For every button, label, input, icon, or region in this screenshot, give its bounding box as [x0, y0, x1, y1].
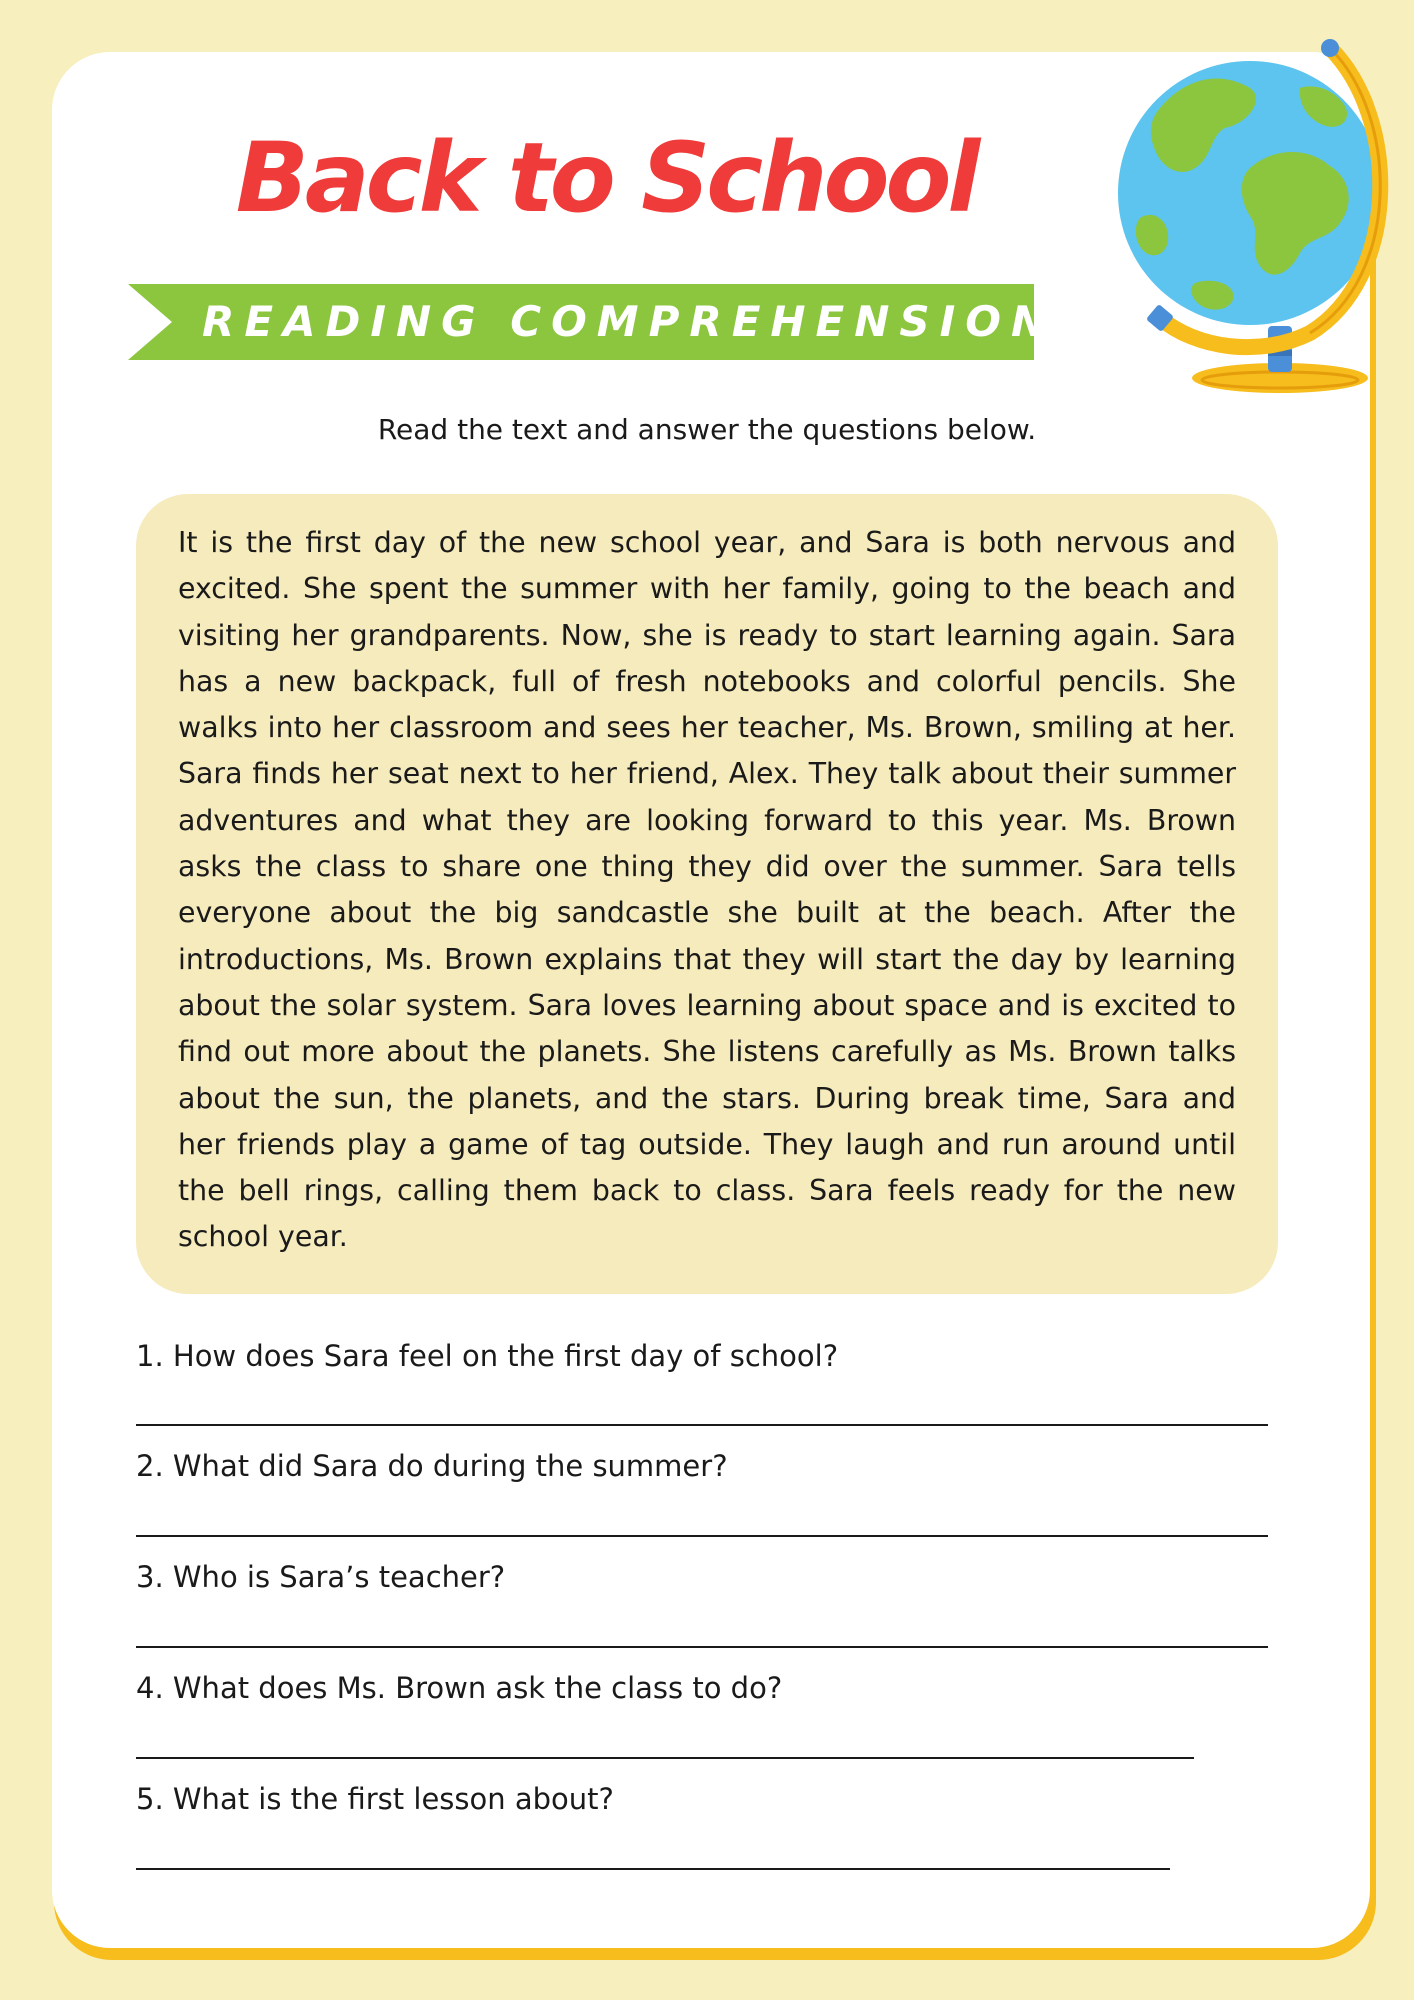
answer-line-1[interactable]	[136, 1424, 1268, 1426]
answer-line-5[interactable]	[136, 1868, 1170, 1870]
reading-passage: It is the first day of the new school year, and Sara is both nervous and excited. She spent the summer with her family, going to the beach and visiting her grandparents. Now, she is ready to start learning again. Sara has a new backpack, full of fresh notebooks and colorful pencils. She walks into her classroom and sees her teacher, Ms. Brown, smiling at her. Sara finds her seat next to her friend, Alex. They talk about their summer adventures and what they are looking forward to this year. Ms. Brown asks the class to share one thing they did over the summer. Sara tells everyone about the big sandcastle she built at the beach. After the introductions, Ms. Brown explains that they will start the day by learning about the solar system. Sara loves learning about space and is excited to find out more about the planets. She listens carefully as Ms. Brown talks about the sun, the planets, and the stars. During break time, Sara and her friends play a game of tag outside. They laugh and run around until the bell rings, calling them back to class. Sara feels ready for the new school year.	[178, 526, 1236, 1254]
question-1: 1. How does Sara feel on the first day of school?	[136, 1339, 839, 1373]
question-5: 5. What is the first lesson about?	[136, 1782, 614, 1816]
section-banner	[128, 284, 1057, 360]
question-2: 2. What did Sara do during the summer?	[136, 1449, 728, 1483]
answer-line-2[interactable]	[136, 1535, 1268, 1537]
answer-line-4[interactable]	[136, 1757, 1194, 1759]
question-4: 4. What does Ms. Brown ask the class to do?	[136, 1671, 783, 1705]
instructions-text: Read the text and answer the questions below.	[377, 413, 1037, 446]
question-3: 3. Who is Sara’s teacher?	[136, 1560, 506, 1594]
banner-label: READING COMPREHENSION	[202, 297, 1057, 346]
globe-icon	[1100, 28, 1390, 398]
page-title: Back to School	[235, 122, 977, 234]
passage-box	[136, 494, 1278, 1294]
answer-line-3[interactable]	[136, 1646, 1268, 1648]
